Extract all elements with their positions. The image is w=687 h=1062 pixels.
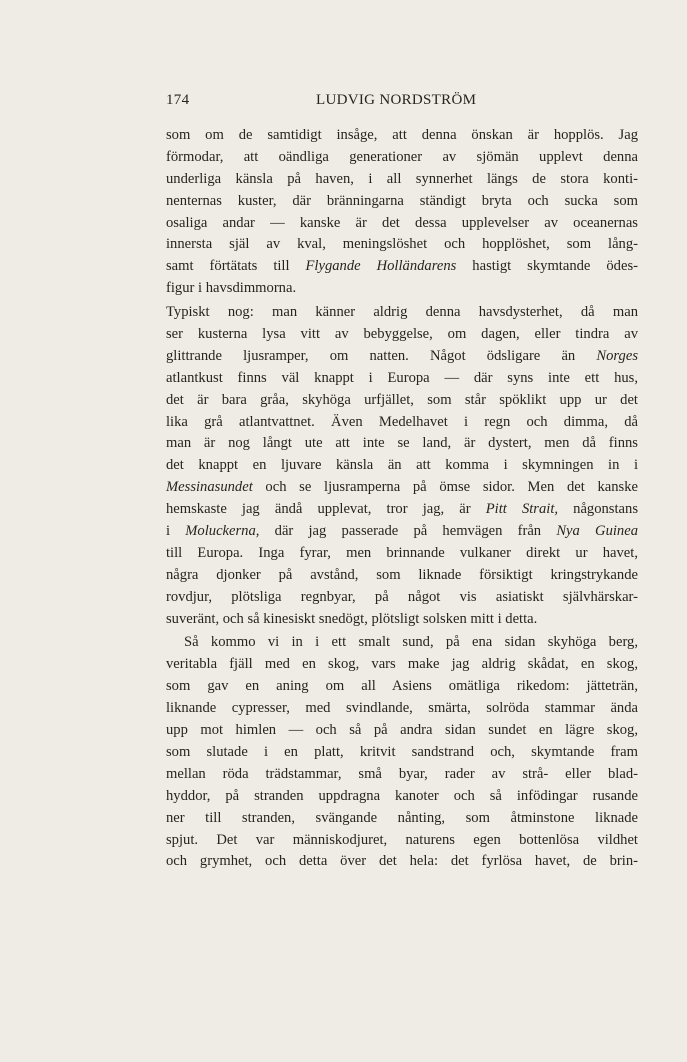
text-line	[166, 477, 638, 499]
italic-title: Flygande Holländarens	[305, 258, 457, 275]
text-line: det knappt en ljuvare känsla än att komma i skymningen in i	[166, 457, 638, 474]
text-line: förmodar, att oändliga generationer av sjömän upplevt denna	[166, 148, 638, 165]
text-segment: samt förtätats till	[166, 258, 306, 275]
text-line: nenternas kuster, där bränningarna ständigt bryta och sucka som	[166, 192, 638, 209]
paragraph-3	[166, 632, 638, 873]
text-line: mellan röda trädstammar, små byar, rader av strå- eller blad-	[166, 765, 638, 782]
text-line	[166, 499, 638, 521]
text-segment: glittrande ljusramper, om natten. Något ödsligare än	[166, 347, 597, 364]
text-line: veritabla fjäll med en skog, vars make jag aldrig skådat, en skog,	[166, 656, 638, 673]
text-line: osaliga andar — kanske är det dessa upplevelser av oceanernas	[166, 214, 638, 231]
text-line: figur i havsdimmorna.	[166, 280, 297, 297]
text-line: underliga känsla på haven, i all synnerhet längs de stora konti-	[166, 170, 638, 187]
text-line: som om de samtidigt insåge, att denna önskan är hopplös. Jag	[166, 127, 638, 143]
text-line: ner till stranden, svängande nånting, som åtminstone liknade	[166, 809, 638, 826]
italic-place: Norges	[596, 347, 638, 364]
text-line: atlantkust finns väl knappt i Europa — där syns inte ett hus,	[166, 369, 638, 386]
text-segment: och se ljusramperna på ömse sidor. Men det kanske	[252, 479, 638, 496]
text-line: Typiskt nog: man känner aldrig denna havsdysterhet, då man	[166, 304, 638, 321]
page-number: 174	[166, 92, 190, 108]
text-line: rovdjur, plötsliga regnbyar, på något vis asiatiskt självhärskar-	[166, 588, 638, 605]
text-line	[166, 521, 638, 543]
italic-place: Messinasundet	[166, 479, 253, 496]
text-line: spjut. Det var människodjuret, naturens egen bottenlösa vildhet	[166, 831, 638, 848]
text-line: ser kusterna lysa vitt av bebyggelse, om dagen, eller tindra av	[166, 326, 638, 343]
italic-place: Moluckerna,	[185, 523, 260, 540]
text-line	[166, 256, 638, 278]
text-segment: där jag passerade på hemvägen från	[259, 523, 557, 540]
paragraph-2	[166, 302, 638, 630]
text-segment: hemskaste jag ändå upplevat, tror jag, är	[166, 501, 486, 518]
body-text	[166, 125, 638, 873]
text-line: och grymhet, och detta över det hela: det fyrlösa havet, de brin-	[166, 853, 638, 870]
text-segment: någonstans	[558, 501, 638, 518]
italic-place: Pitt Strait,	[485, 501, 559, 518]
text-line	[166, 346, 638, 368]
text-line: hyddor, på stranden uppdragna kanoter och så infödingar rusande	[166, 787, 638, 804]
page-header	[166, 92, 638, 112]
text-line: som slutade i en platt, kritvit sandstrand och, skymtande fram	[166, 743, 638, 760]
paragraph-1	[166, 125, 638, 300]
italic-place: Nya Guinea	[556, 523, 639, 540]
text-line: några djonker på avstånd, som liknade försiktigt kringstrykande	[166, 566, 638, 583]
text-line: man är nog långt ute att inte se land, är dystert, men då finns	[166, 435, 638, 452]
text-segment: i	[166, 523, 186, 540]
text-line: suveränt, och så kinesiskt snedögt, plötsligt solsken mitt i detta.	[166, 610, 538, 627]
text-line: liknande cypresser, med svindlande, smärta, solröda stammar ända	[166, 700, 638, 717]
running-head: LUDVIG NORDSTRÖM	[316, 92, 477, 108]
text-line: till Europa. Inga fyrar, men brinnande vulkaner direkt ur havet,	[166, 544, 638, 561]
text-line: det är bara gråa, skyhöga urfjället, som står spöklikt upp ur det	[166, 391, 638, 408]
text-line: upp mot himlen — och så på andra sidan sundet en lägre skog,	[166, 722, 638, 739]
text-line: som gav en aning om all Asiens omätliga rikedom: jätteträn,	[166, 678, 638, 695]
text-line: innersta själ av kval, meningslöshet och hopplöshet, som lång-	[166, 236, 638, 253]
text-segment: hastigt skymtande ödes-	[456, 258, 638, 275]
text-line: lika grå atlantvattnet. Även Medelhavet i regn och dimma, då	[166, 413, 638, 430]
text-line: Så kommo vi in i ett smalt sund, på ena sidan skyhöga berg,	[184, 634, 638, 651]
